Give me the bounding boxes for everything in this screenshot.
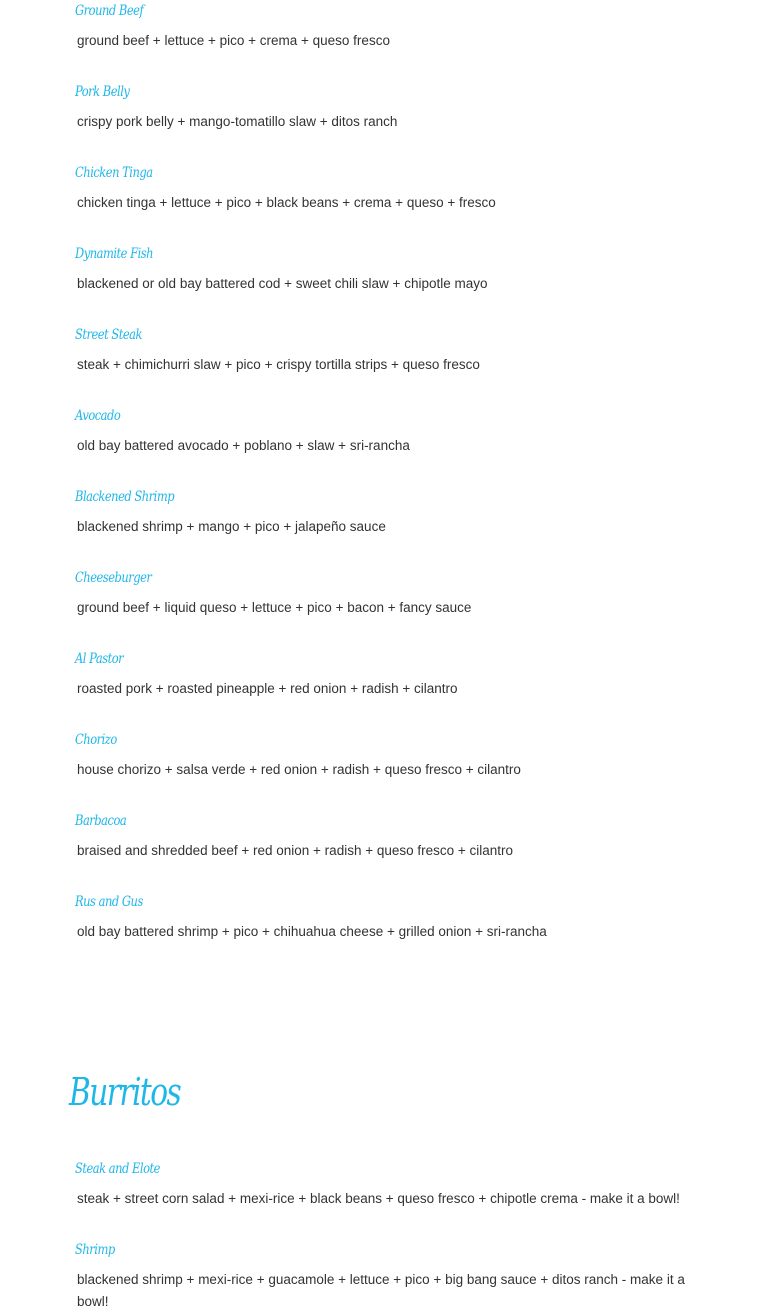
menu-item-description: braised and shredded beef + red onion + radish + queso fresco + cilantro: [77, 843, 514, 858]
menu-item-description: roasted pork + roasted pineapple + red onion + radish + cilantro: [77, 681, 458, 696]
menu-item-title: Pork Belly: [75, 84, 130, 100]
menu-item-title: Blackened Shrimp: [75, 489, 175, 505]
menu-item-description: chicken tinga + lettuce + pico + black beans + crema + queso + fresco: [77, 195, 496, 210]
menu-item-description: old bay battered shrimp + pico + chihuahua cheese + grilled onion + sri-rancha: [77, 924, 547, 939]
menu-item-title: Ground Beef: [75, 3, 144, 19]
menu-item-description: old bay battered avocado + poblano + slaw + sri-rancha: [77, 438, 410, 453]
menu-item-description: blackened or old bay battered cod + sweet chili slaw + chipotle mayo: [77, 276, 488, 291]
menu-item-description: steak + chimichurri slaw + pico + crispy tortilla strips + queso fresco: [77, 357, 480, 372]
menu-item-title: Shrimp: [75, 1242, 115, 1258]
section-heading-burritos: Burritos: [69, 1070, 181, 1114]
menu-item-title: Rus and Gus: [75, 894, 143, 910]
menu-item-title: Steak and Elote: [75, 1161, 160, 1177]
menu-item-title: Chorizo: [75, 732, 117, 748]
menu-item-description: house chorizo + salsa verde + red onion + radish + queso fresco + cilantro: [77, 762, 521, 777]
menu-item-description: blackened shrimp + mango + pico + jalapeño sauce: [77, 519, 386, 534]
menu-item-title: Street Steak: [75, 327, 142, 343]
menu-item-title: Cheeseburger: [75, 570, 152, 586]
menu-item-title: Chicken Tinga: [75, 165, 153, 181]
menu-item-description: crispy pork belly + mango-tomatillo slaw + ditos ranch: [77, 114, 398, 129]
menu-item-description: steak + street corn salad + mexi-rice + black beans + queso fresco + chipotle crema - make it a bowl!: [77, 1191, 680, 1206]
menu-item-title: Dynamite Fish: [75, 246, 154, 262]
menu-item-title: Barbacoa: [75, 813, 127, 829]
menu-item-description: ground beef + lettuce + pico + crema + queso fresco: [77, 33, 390, 48]
menu-item-description: blackened shrimp + mexi-rice + guacamole + lettuce + pico + big bang sauce + ditos ranch - make it a bowl!: [77, 1272, 685, 1309]
menu-item-description: ground beef + liquid queso + lettuce + pico + bacon + fancy sauce: [77, 600, 472, 615]
menu-item-title: Avocado: [75, 408, 121, 424]
menu-item-title: Al Pastor: [75, 651, 124, 667]
